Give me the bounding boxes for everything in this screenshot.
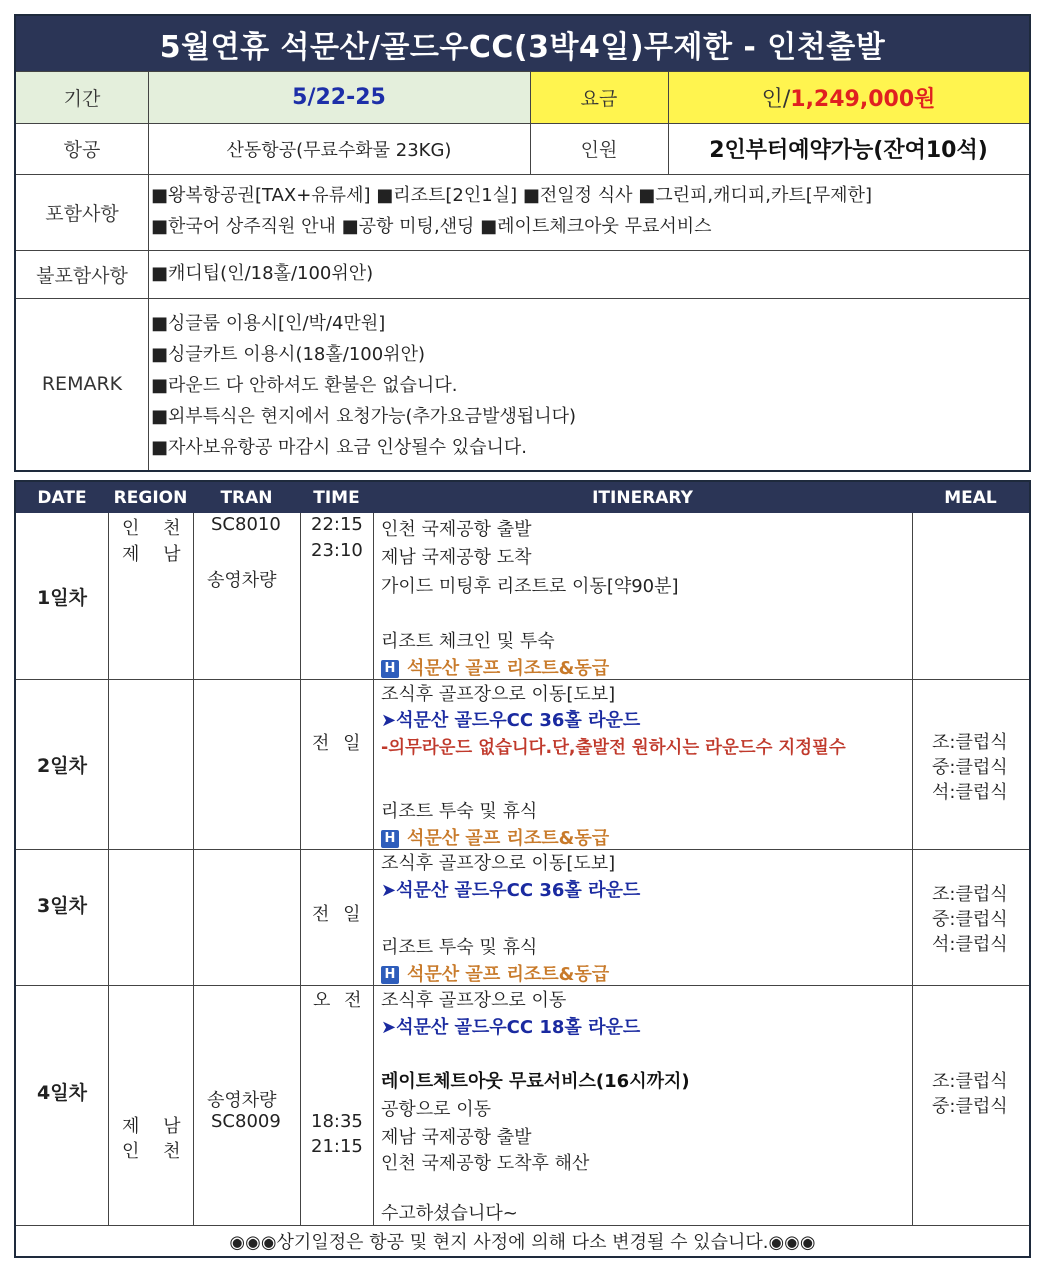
itinerary-line: 제남 국제공항 도착 bbox=[381, 547, 532, 568]
remark-line-1: ■싱글룸 이용시[인/박/4만원] bbox=[151, 313, 386, 334]
hotel-icon: H bbox=[381, 830, 399, 848]
time-text: 22:15 bbox=[311, 514, 363, 535]
flight-number: SC8009 bbox=[211, 1111, 281, 1132]
meal-text: 석:클럽식 bbox=[932, 782, 1008, 803]
day-label: 3일차 bbox=[37, 894, 87, 917]
itinerary-line: 가이드 미팅후 리조트로 이동[약90분] bbox=[381, 576, 679, 597]
time-text: 오 전 bbox=[313, 990, 362, 1011]
hotel-icon: H bbox=[381, 966, 399, 984]
remark-line-2: ■싱글카트 이용시(18홀/100위안) bbox=[151, 344, 425, 365]
transfer-text: 송영차량 bbox=[207, 1090, 277, 1111]
time-text: 전 일 bbox=[312, 733, 361, 754]
excluded-label: 불포함사항 bbox=[36, 264, 128, 287]
time-text: 21:15 bbox=[311, 1136, 363, 1157]
people-value: 2인부터예약가능(잔여10석) bbox=[709, 138, 988, 163]
price-cell bbox=[668, 71, 1029, 123]
price-value: 1,249,000원 bbox=[790, 86, 936, 112]
price-label: 요금 bbox=[530, 71, 668, 123]
day-label: 2일차 bbox=[37, 755, 87, 777]
included-line-1: ■왕복항공권[TAX+유류세] ■리조트[2인1실] ■전일정 식사 ■그린피,캐디피,카트[무제한] bbox=[151, 185, 872, 206]
round-line: ➤석문산 골드우CC 36홀 라운드 bbox=[381, 710, 641, 731]
hotel-line bbox=[381, 654, 609, 680]
rest-line: 리조트 투숙 및 휴식 bbox=[381, 801, 538, 822]
region-text: 제 남 bbox=[122, 544, 181, 565]
remark-label: REMARK bbox=[41, 373, 123, 395]
time-text: 23:10 bbox=[311, 540, 363, 561]
remark-line-5: ■자사보유항공 마감시 요금 인상될수 있습니다. bbox=[151, 437, 527, 458]
round-line: ➤석문산 골드우CC 18홀 라운드 bbox=[381, 1017, 641, 1038]
page-title: 5월연휴 석문산/골드우CC(3박4일)무제한 - 인천출발 bbox=[16, 16, 1029, 71]
meal-text: 석:클럽식 bbox=[932, 934, 1008, 955]
itinerary-line: 조식후 골프장으로 이동[도보] bbox=[381, 684, 616, 705]
meal-text: 중:클럽식 bbox=[932, 909, 1008, 930]
airline-value: 산동항공(무료수화물 23KG) bbox=[226, 139, 452, 161]
itinerary-line: 조식후 골프장으로 이동 bbox=[381, 990, 567, 1011]
people-label: 인원 bbox=[580, 139, 618, 161]
hotel-line bbox=[381, 960, 609, 986]
meal-text: 조:클럽식 bbox=[932, 732, 1008, 753]
round-line: ➤석문산 골드우CC 36홀 라운드 bbox=[381, 880, 641, 901]
hotel-icon: H bbox=[381, 660, 399, 678]
price-prefix: 인/ bbox=[761, 86, 791, 112]
region-text: 인 천 bbox=[122, 1141, 181, 1162]
hotel-line bbox=[381, 824, 609, 850]
flight-number: SC8010 bbox=[211, 514, 281, 535]
day-label: 1일차 bbox=[37, 586, 87, 609]
day-label: 4일차 bbox=[37, 1081, 87, 1104]
remark-line-4: ■외부특식은 현지에서 요청가능(추가요금발생됩니다) bbox=[151, 406, 577, 427]
included-label: 포함사항 bbox=[45, 202, 119, 225]
airline-label: 항공 bbox=[63, 139, 101, 161]
late-checkout-line: 레이트체트아웃 무료서비스(16시까지) bbox=[381, 1071, 690, 1092]
footer-notice: ◉◉◉상기일정은 항공 및 현지 사정에 의해 다소 변경될 수 있습니다.◉◉◉ bbox=[229, 1232, 816, 1253]
hotel-name: 석문산 골프 리조트&동급 bbox=[407, 658, 610, 679]
itinerary-line: 공항으로 이동 bbox=[381, 1099, 492, 1120]
time-text: 전 일 bbox=[312, 904, 361, 925]
header-itinerary: ITINERARY bbox=[592, 487, 693, 508]
header-region: REGION bbox=[113, 487, 188, 508]
period-label: 기간 bbox=[16, 71, 148, 123]
meal-text: 조:클럽식 bbox=[932, 884, 1008, 905]
meal-text: 조:클럽식 bbox=[932, 1071, 1008, 1092]
itinerary-line: 인천 국제공항 출발 bbox=[381, 519, 532, 540]
remark-line-3: ■라운드 다 안하셔도 환불은 없습니다. bbox=[151, 375, 458, 396]
excluded-value: ■캐디팁(인/18홀/100위안) bbox=[151, 263, 374, 284]
itinerary-line: 제남 국제공항 출발 bbox=[381, 1127, 532, 1148]
thanks-line: 수고하셨습니다~ bbox=[381, 1203, 518, 1224]
included-line-2: ■한국어 상주직원 안내 ■공항 미팅,샌딩 ■레이트체크아웃 무료서비스 bbox=[151, 216, 712, 237]
header-time: TIME bbox=[313, 487, 360, 508]
hotel-name: 석문산 골프 리조트&동급 bbox=[407, 828, 610, 849]
header-meal: MEAL bbox=[944, 487, 997, 508]
transfer-text: 송영차량 bbox=[207, 570, 277, 591]
rest-line: 리조트 투숙 및 휴식 bbox=[381, 937, 538, 958]
itinerary-line: 리조트 체크인 및 투숙 bbox=[381, 631, 555, 652]
round-note: -의무라운드 없습니다.단,출발전 원하시는 라운드수 지정필수 bbox=[381, 738, 846, 758]
itinerary-line: 인천 국제공항 도착후 해산 bbox=[381, 1153, 590, 1174]
itinerary-line: 조식후 골프장으로 이동[도보] bbox=[381, 853, 616, 874]
header-date: DATE bbox=[37, 487, 87, 508]
region-text: 인 천 bbox=[122, 518, 181, 539]
time-text: 18:35 bbox=[311, 1111, 363, 1132]
meal-text: 중:클럽식 bbox=[932, 1096, 1008, 1117]
meal-text: 중:클럽식 bbox=[932, 757, 1008, 778]
region-text: 제 남 bbox=[122, 1116, 181, 1137]
hotel-name: 석문산 골프 리조트&동급 bbox=[407, 964, 610, 985]
header-tran: TRAN bbox=[220, 487, 273, 508]
period-value: 5/22-25 bbox=[148, 71, 530, 123]
